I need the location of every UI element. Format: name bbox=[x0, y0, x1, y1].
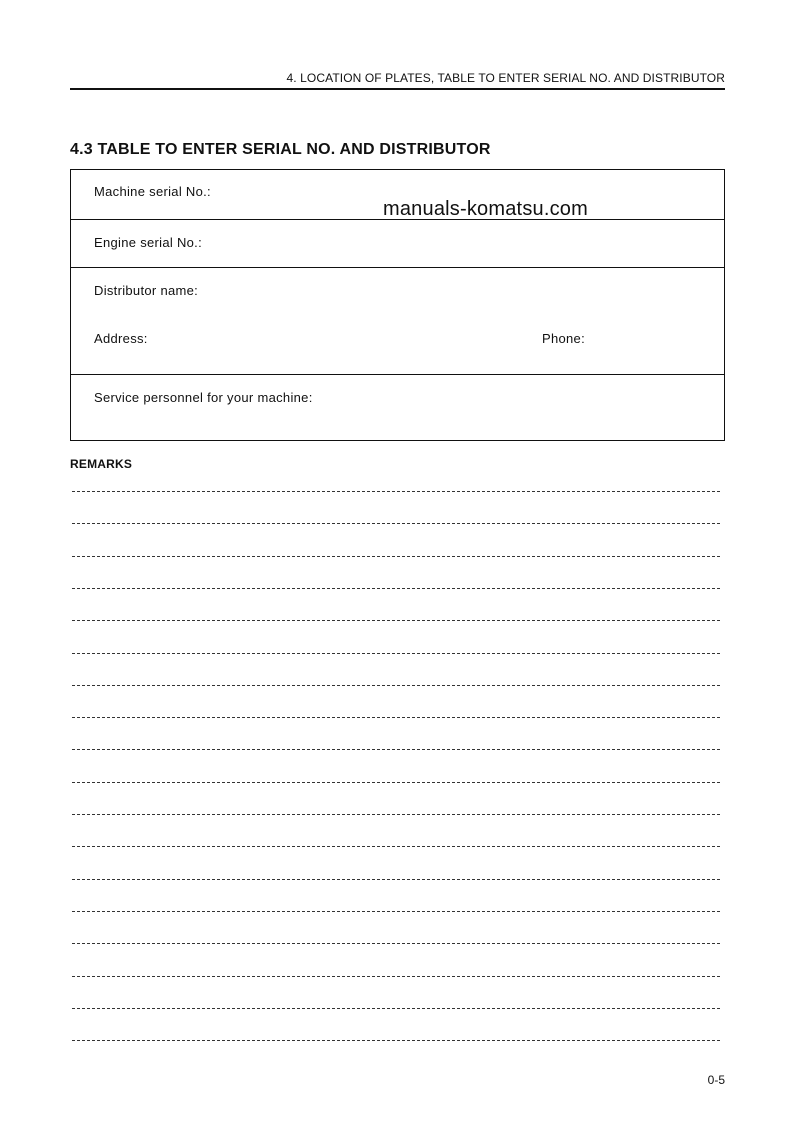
remark-line bbox=[72, 911, 720, 912]
service-personnel-row bbox=[71, 375, 724, 440]
remark-line bbox=[72, 976, 720, 977]
remarks-title: REMARKS bbox=[70, 457, 133, 471]
remark-line bbox=[72, 1040, 720, 1041]
remark-line bbox=[72, 782, 720, 783]
page-number: 0-5 bbox=[707, 1073, 725, 1087]
service-personnel-label: Service personnel for your machine: bbox=[94, 390, 313, 405]
remark-line bbox=[72, 523, 720, 524]
running-header: 4. LOCATION OF PLATES, TABLE TO ENTER SERIAL NO. AND DISTRIBUTOR bbox=[286, 71, 725, 85]
remark-line bbox=[72, 717, 720, 718]
remark-line bbox=[72, 1008, 720, 1009]
remark-line bbox=[72, 943, 720, 944]
remark-line bbox=[72, 685, 720, 686]
machine-serial-label: Machine serial No.: bbox=[94, 184, 211, 199]
remark-line bbox=[72, 846, 720, 847]
distributor-name-label: Distributor name: bbox=[94, 283, 199, 298]
header-rule bbox=[70, 88, 725, 90]
remark-line bbox=[72, 556, 720, 557]
section-title: 4.3 TABLE TO ENTER SERIAL NO. AND DISTRIBUTOR bbox=[70, 141, 491, 158]
distributor-row bbox=[71, 268, 724, 375]
remark-line bbox=[72, 491, 720, 492]
remark-line bbox=[72, 749, 720, 750]
engine-serial-row bbox=[71, 220, 724, 268]
remark-line bbox=[72, 814, 720, 815]
watermark: manuals-komatsu.com bbox=[383, 198, 588, 220]
remark-line bbox=[72, 588, 720, 589]
engine-serial-label: Engine serial No.: bbox=[94, 235, 203, 250]
remark-line bbox=[72, 879, 720, 880]
phone-label: Phone: bbox=[542, 331, 586, 346]
address-label: Address: bbox=[94, 331, 148, 346]
remark-line bbox=[72, 620, 720, 621]
remark-line bbox=[72, 653, 720, 654]
